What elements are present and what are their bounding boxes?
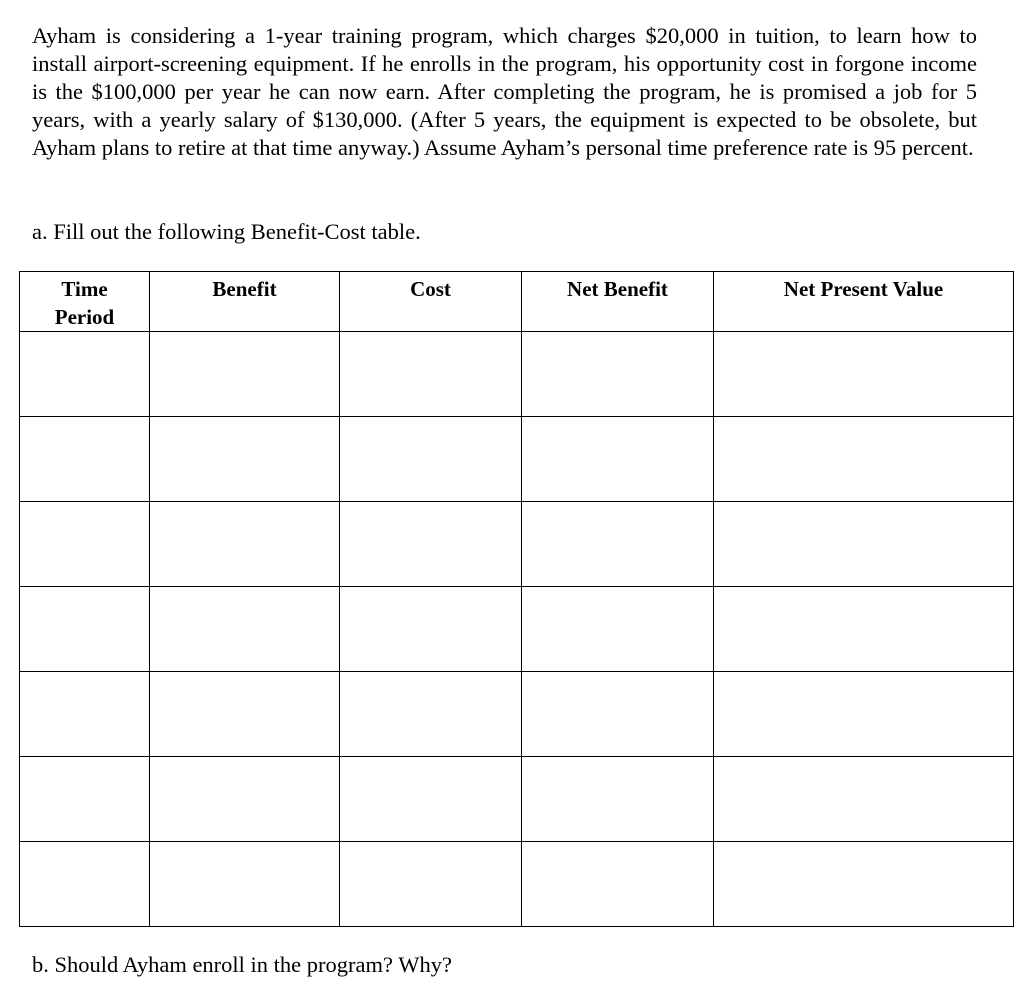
cell-net-present-value[interactable]: [714, 502, 1014, 587]
cell-net-benefit[interactable]: [522, 332, 714, 417]
cell-cost[interactable]: [340, 587, 522, 672]
cell-net-present-value[interactable]: [714, 332, 1014, 417]
cell-net-benefit[interactable]: [522, 672, 714, 757]
cell-net-benefit[interactable]: [522, 417, 714, 502]
part-a-prompt: a. Fill out the following Benefit-Cost table.: [32, 219, 421, 244]
header-time-period-label: Time Period: [54, 277, 115, 329]
header-net-present-value-label: Net Present Value: [783, 277, 944, 301]
cell-benefit[interactable]: [150, 842, 340, 927]
cell-time-period[interactable]: [20, 757, 150, 842]
cell-time-period[interactable]: [20, 672, 150, 757]
cell-net-present-value[interactable]: [714, 672, 1014, 757]
cell-net-present-value[interactable]: [714, 417, 1014, 502]
cell-net-benefit[interactable]: [522, 757, 714, 842]
table-row: [20, 757, 1014, 842]
cell-benefit[interactable]: [150, 587, 340, 672]
cell-time-period[interactable]: [20, 332, 150, 417]
table-row: [20, 672, 1014, 757]
cell-cost[interactable]: [340, 332, 522, 417]
header-net-present-value: [714, 272, 1014, 332]
cell-cost[interactable]: [340, 842, 522, 927]
cell-net-present-value[interactable]: [714, 587, 1014, 672]
problem-statement: Ayham is considering a 1-year training program, which charges $20,000 in tuition, to learn how to install airport-screening equipment. If he enrolls in the program, his opportunity cost in forgone income is the $100,000 per year he can now earn. After completing the program, he is promised a job for 5 years, with a yearly salary of $130,000. (After 5 years, the equipment is expected to be obsolete, but Ayham plans to retire at that time anyway.) Assume Ayham’s personal time preference rate is 95 percent.: [32, 23, 977, 160]
header-benefit-label: Benefit: [212, 277, 277, 301]
cell-net-benefit[interactable]: [522, 587, 714, 672]
cell-cost[interactable]: [340, 417, 522, 502]
table-body: [20, 332, 1014, 927]
cell-net-benefit[interactable]: [522, 842, 714, 927]
table-row: [20, 502, 1014, 587]
header-time-period: [20, 272, 150, 332]
header-net-benefit-label: Net Benefit: [567, 277, 668, 301]
cell-benefit[interactable]: [150, 502, 340, 587]
header-cost: [340, 272, 522, 332]
cell-benefit[interactable]: [150, 672, 340, 757]
cell-net-present-value[interactable]: [714, 842, 1014, 927]
cell-time-period[interactable]: [20, 842, 150, 927]
cell-time-period[interactable]: [20, 587, 150, 672]
table-row: [20, 842, 1014, 927]
header-benefit: [150, 272, 340, 332]
cell-benefit[interactable]: [150, 417, 340, 502]
cell-cost[interactable]: [340, 672, 522, 757]
header-net-benefit: [522, 272, 714, 332]
cell-time-period[interactable]: [20, 502, 150, 587]
cell-net-benefit[interactable]: [522, 502, 714, 587]
cell-benefit[interactable]: [150, 332, 340, 417]
cell-benefit[interactable]: [150, 757, 340, 842]
cell-net-present-value[interactable]: [714, 757, 1014, 842]
part-b-prompt: b. Should Ayham enroll in the program? Why?: [32, 952, 452, 977]
cell-cost[interactable]: [340, 502, 522, 587]
table-row: [20, 332, 1014, 417]
table-row: [20, 587, 1014, 672]
table-header-row: [20, 272, 1014, 332]
table-row: [20, 417, 1014, 502]
benefit-cost-table: [19, 271, 1014, 927]
cell-cost[interactable]: [340, 757, 522, 842]
cell-time-period[interactable]: [20, 417, 150, 502]
header-cost-label: Cost: [410, 277, 451, 301]
